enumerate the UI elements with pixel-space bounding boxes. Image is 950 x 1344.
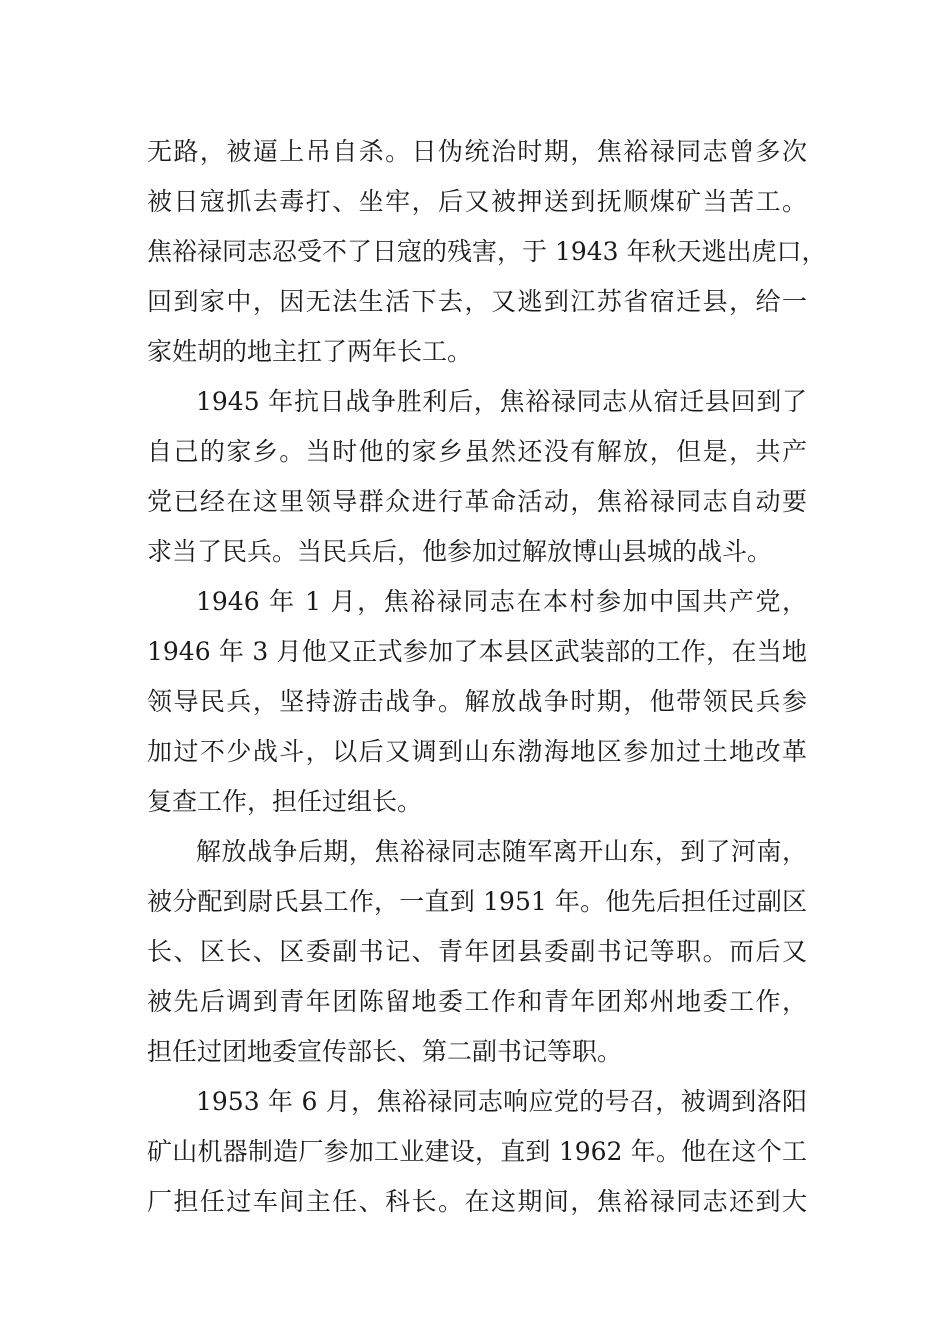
text-line: 党已经在这里领导群众进行革命活动，焦裕禄同志自动要 xyxy=(147,487,807,516)
text-line: 解放战争后期，焦裕禄同志随军离开山东，到了河南， xyxy=(196,837,807,866)
text-line: 复查工作，担任过组长。 xyxy=(147,787,423,816)
text-line: 被日寇抓去毒打、坐牢，后又被押送到抚顺煤矿当苦工。 xyxy=(147,187,807,216)
text-line: 自己的家乡。当时他的家乡虽然还没有解放，但是，共产 xyxy=(147,437,807,466)
text-line: 长、区长、区委副书记、青年团县委副书记等职。而后又 xyxy=(147,937,807,966)
text-line: 1946 年 3 月他又正式参加了本县区武装部的工作，在当地 xyxy=(147,637,807,666)
text-line: 家姓胡的地主扛了两年长工。 xyxy=(147,337,473,366)
text-line: 担任过团地委宣传部长、第二副书记等职。 xyxy=(147,1037,623,1066)
text-line: 求当了民兵。当民兵后，他参加过解放博山县城的战斗。 xyxy=(147,537,773,566)
text-line: 加过不少战斗，以后又调到山东渤海地区参加过土地改革 xyxy=(147,737,807,766)
text-line: 回到家中，因无法生活下去，又逃到江苏省宿迁县，给一 xyxy=(147,287,807,316)
text-line: 厂担任过车间主任、科长。在这期间，焦裕禄同志还到大 xyxy=(147,1187,807,1216)
text-line: 无路，被逼上吊自杀。日伪统治时期，焦裕禄同志曾多次 xyxy=(147,137,807,166)
text-line: 1953 年 6 月，焦裕禄同志响应党的号召，被调到洛阳 xyxy=(196,1087,807,1116)
text-line: 被分配到尉氏县工作，一直到 1951 年。他先后担任过副区 xyxy=(147,887,807,916)
text-line: 焦裕禄同志忍受不了日寇的残害，于 1943 年秋天逃出虎口， xyxy=(147,237,827,266)
text-line: 矿山机器制造厂参加工业建设，直到 1962 年。他在这个工 xyxy=(147,1137,807,1166)
text-line: 领导民兵，坚持游击战争。解放战争时期，他带领民兵参 xyxy=(147,687,807,716)
text-line: 被先后调到青年团陈留地委工作和青年团郑州地委工作， xyxy=(147,987,807,1016)
text-line: 1946 年 1 月，焦裕禄同志在本村参加中国共产党， xyxy=(196,587,807,616)
text-line: 1945 年抗日战争胜利后，焦裕禄同志从宿迁县回到了 xyxy=(196,387,807,416)
